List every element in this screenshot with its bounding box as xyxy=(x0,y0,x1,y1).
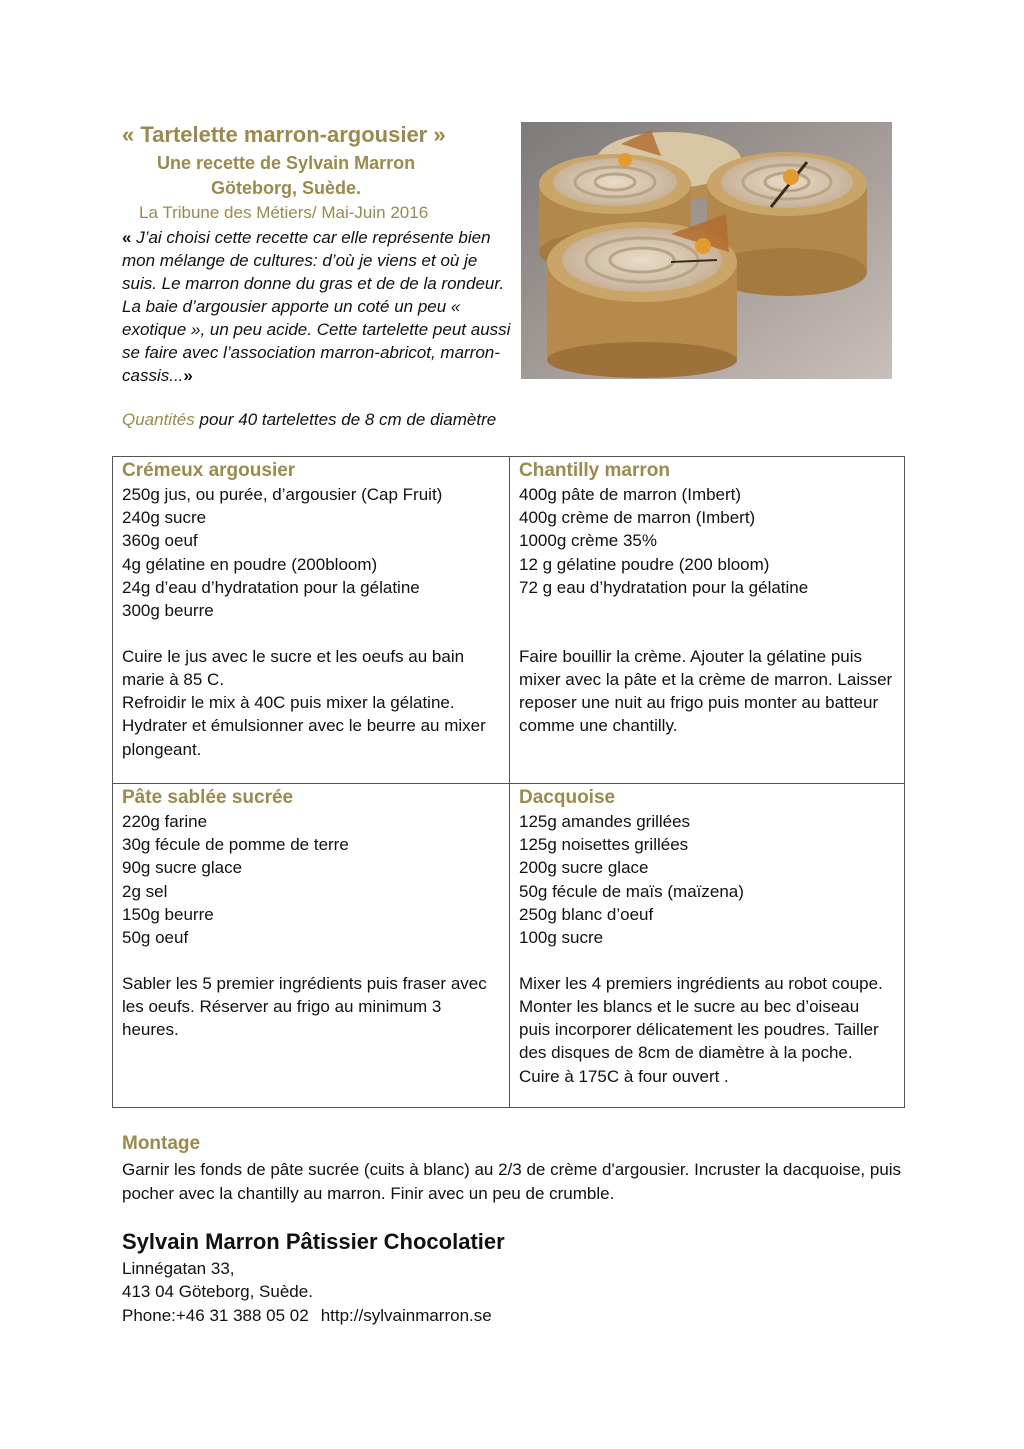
shop-address xyxy=(122,1257,492,1327)
tartlet-photo xyxy=(521,122,892,379)
ingredient: 250g blanc d’oeuf xyxy=(519,904,654,924)
quantities-line xyxy=(122,410,496,430)
website-link[interactable]: http://sylvainmarron.se xyxy=(320,1305,492,1325)
ingredient: 150g beurre xyxy=(122,904,214,924)
recipe-instructions: Mixer les 4 premiers ingrédients au robot coupe. Monter les blancs et le sucre au bec d’oiseau puis incorporer délicatement les poudres. Tailler des disques de 8cm de diamètre à la poche. Cuire à 175C à four ouvert . xyxy=(519,973,883,1086)
ingredient: 125g amandes grillées xyxy=(519,812,691,831)
ingredient: 240g sucre xyxy=(122,508,207,528)
quantities-label: Quantités xyxy=(122,410,195,429)
ingredient: 125g noisettes grillées xyxy=(519,835,689,855)
ingredient: 72 g eau d’hydratation pour la gélatine xyxy=(519,577,809,597)
address-street: Linnégatan 33, xyxy=(122,1259,235,1278)
ingredient: 400g crème de marron (Imbert) xyxy=(519,508,756,528)
recipe-cell-title: Pâte sablée sucrée xyxy=(122,787,294,808)
quote-text: J’ai choisi cette recette car elle représente bien mon mélange de cultures: d’où je viens et où je suis. Le marron donne du gras et de de la rondeur. La baie d’argousier apporte un coté un peu « exotique », un peu acide. Cette tartelette peut aussi se faire avec l’association marron-abricot, marron-cassis... xyxy=(122,228,511,385)
quantities-text: pour 40 tartelettes de 8 cm de diamètre xyxy=(194,410,497,429)
ingredient: 400g pâte de marron (Imbert) xyxy=(519,485,742,504)
ingredient: 360g oeuf xyxy=(122,531,198,551)
recipe-table xyxy=(112,456,905,1108)
ingredient: 50g oeuf xyxy=(122,928,189,948)
shop-name: Sylvain Marron Pâtissier Chocolatier xyxy=(122,1229,505,1254)
ingredient: 100g sucre xyxy=(519,928,604,948)
recipe-instructions: Faire bouillir la crème. Ajouter la gélatine puis mixer avec la pâte et la crème de marron. Laisser reposer une nuit au frigo puis monter au batteur comme une chantilly. xyxy=(519,646,893,736)
contact-line xyxy=(122,1304,492,1327)
montage-title: Montage xyxy=(122,1133,201,1154)
recipe-cell-title: Chantilly marron xyxy=(519,460,670,481)
recipe-city: Göteborg, Suède. xyxy=(211,178,362,198)
ingredient: 200g sucre glace xyxy=(519,858,649,878)
recipe-cell-chantilly xyxy=(509,457,904,783)
ingredient: 300g beurre xyxy=(122,601,214,621)
ingredient: 1000g crème 35% xyxy=(519,531,657,551)
ingredient: 24g d’eau d’hydratation pour la gélatine xyxy=(122,577,420,597)
ingredient: 12 g gélatine poudre (200 bloom) xyxy=(519,554,770,574)
ingredient: 50g fécule de maïs (maïzena) xyxy=(519,881,744,901)
recipe-cell-dacquoise xyxy=(509,783,904,1107)
ingredient: 30g fécule de pomme de terre xyxy=(122,835,349,855)
ingredient: 4g gélatine en poudre (200bloom) xyxy=(122,554,378,574)
ingredient: 2g sel xyxy=(122,881,168,901)
montage-text: Garnir les fonds de pâte sucrée (cuits à blanc) au 2/3 de crème d'argousier. Incruster la dacquoise, puis pocher avec la chantilly au marron. Finir avec un peu de crumble. xyxy=(122,1160,902,1203)
quote-close-mark: » xyxy=(183,366,193,385)
ingredient: 220g farine xyxy=(122,812,208,831)
ingredient: 90g sucre glace xyxy=(122,858,243,878)
ingredient: 250g jus, ou purée, d’argousier (Cap Fruit) xyxy=(122,485,443,504)
chef-quote xyxy=(122,226,512,387)
recipe-author: Une recette de Sylvain Marron xyxy=(157,153,416,173)
recipe-cell-title: Dacquoise xyxy=(519,787,616,808)
recipe-cell-pate-sablee xyxy=(113,783,509,1107)
address-city: 413 04 Göteborg, Suède. xyxy=(122,1282,313,1302)
recipe-source: La Tribune des Métiers/ Mai-Juin 2016 xyxy=(139,203,429,222)
recipe-instructions: Sabler les 5 premier ingrédients puis fraser avec les oeufs. Réserver au frigo au minimum 3 heures. xyxy=(122,973,487,1040)
recipe-cell-title: Crémeux argousier xyxy=(122,460,296,481)
recipe-title: « Tartelette marron-argousier » xyxy=(122,122,446,147)
recipe-instructions: Cuire le jus avec le sucre et les oeufs au bain marie à 85 C. Refroidir le mix à 40C puis mixer la gélatine. Hydrater et émulsionner avec le beurre au mixer plongeant. xyxy=(122,646,486,759)
quote-open-mark: « xyxy=(122,228,137,247)
phone-number: Phone:+46 31 388 05 02 xyxy=(122,1305,309,1325)
recipe-cell-cremeux xyxy=(113,457,509,783)
